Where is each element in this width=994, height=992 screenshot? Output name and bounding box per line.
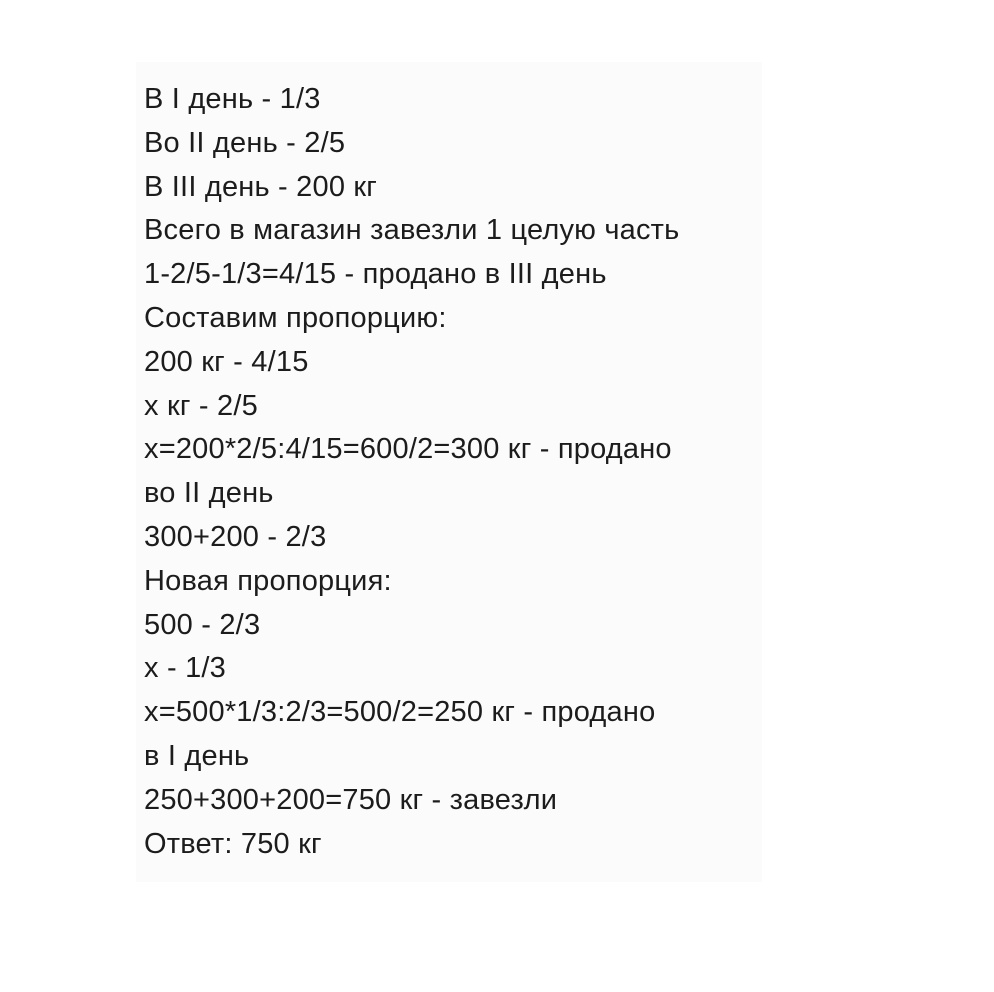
text-line: 250+300+200=750 кг - завезли xyxy=(144,783,558,816)
text-line: В I день - 1/3 xyxy=(144,83,321,115)
text-line: 1-2/5-1/3=4/15 - продано в III день xyxy=(144,258,607,291)
text-line: x=500*1/3:2/3=500/2=250 кг - продано xyxy=(144,696,656,729)
text-line: 500 - 2/3 xyxy=(144,608,261,641)
text-line: x кг - 2/5 xyxy=(144,389,258,422)
text-line: В III день - 200 кг xyxy=(144,170,378,203)
answer-line: Ответ: 750 кг xyxy=(144,827,322,860)
text-line: x=200*2/5:4/15=600/2=300 кг - продано xyxy=(144,433,672,466)
text-line: Составим пропорцию: xyxy=(144,301,447,334)
text-line: в I день xyxy=(144,739,250,772)
text-line: Всего в магазин завезли 1 целую часть xyxy=(144,214,680,247)
solution-text xyxy=(144,78,679,866)
text-line: 200 кг - 4/15 xyxy=(144,345,309,378)
text-line: во II день xyxy=(144,477,274,510)
text-line: x - 1/3 xyxy=(144,652,226,685)
text-line: 300+200 - 2/3 xyxy=(144,520,327,553)
text-line: Новая пропорция: xyxy=(144,564,392,597)
text-line: Во II день - 2/5 xyxy=(144,126,346,159)
